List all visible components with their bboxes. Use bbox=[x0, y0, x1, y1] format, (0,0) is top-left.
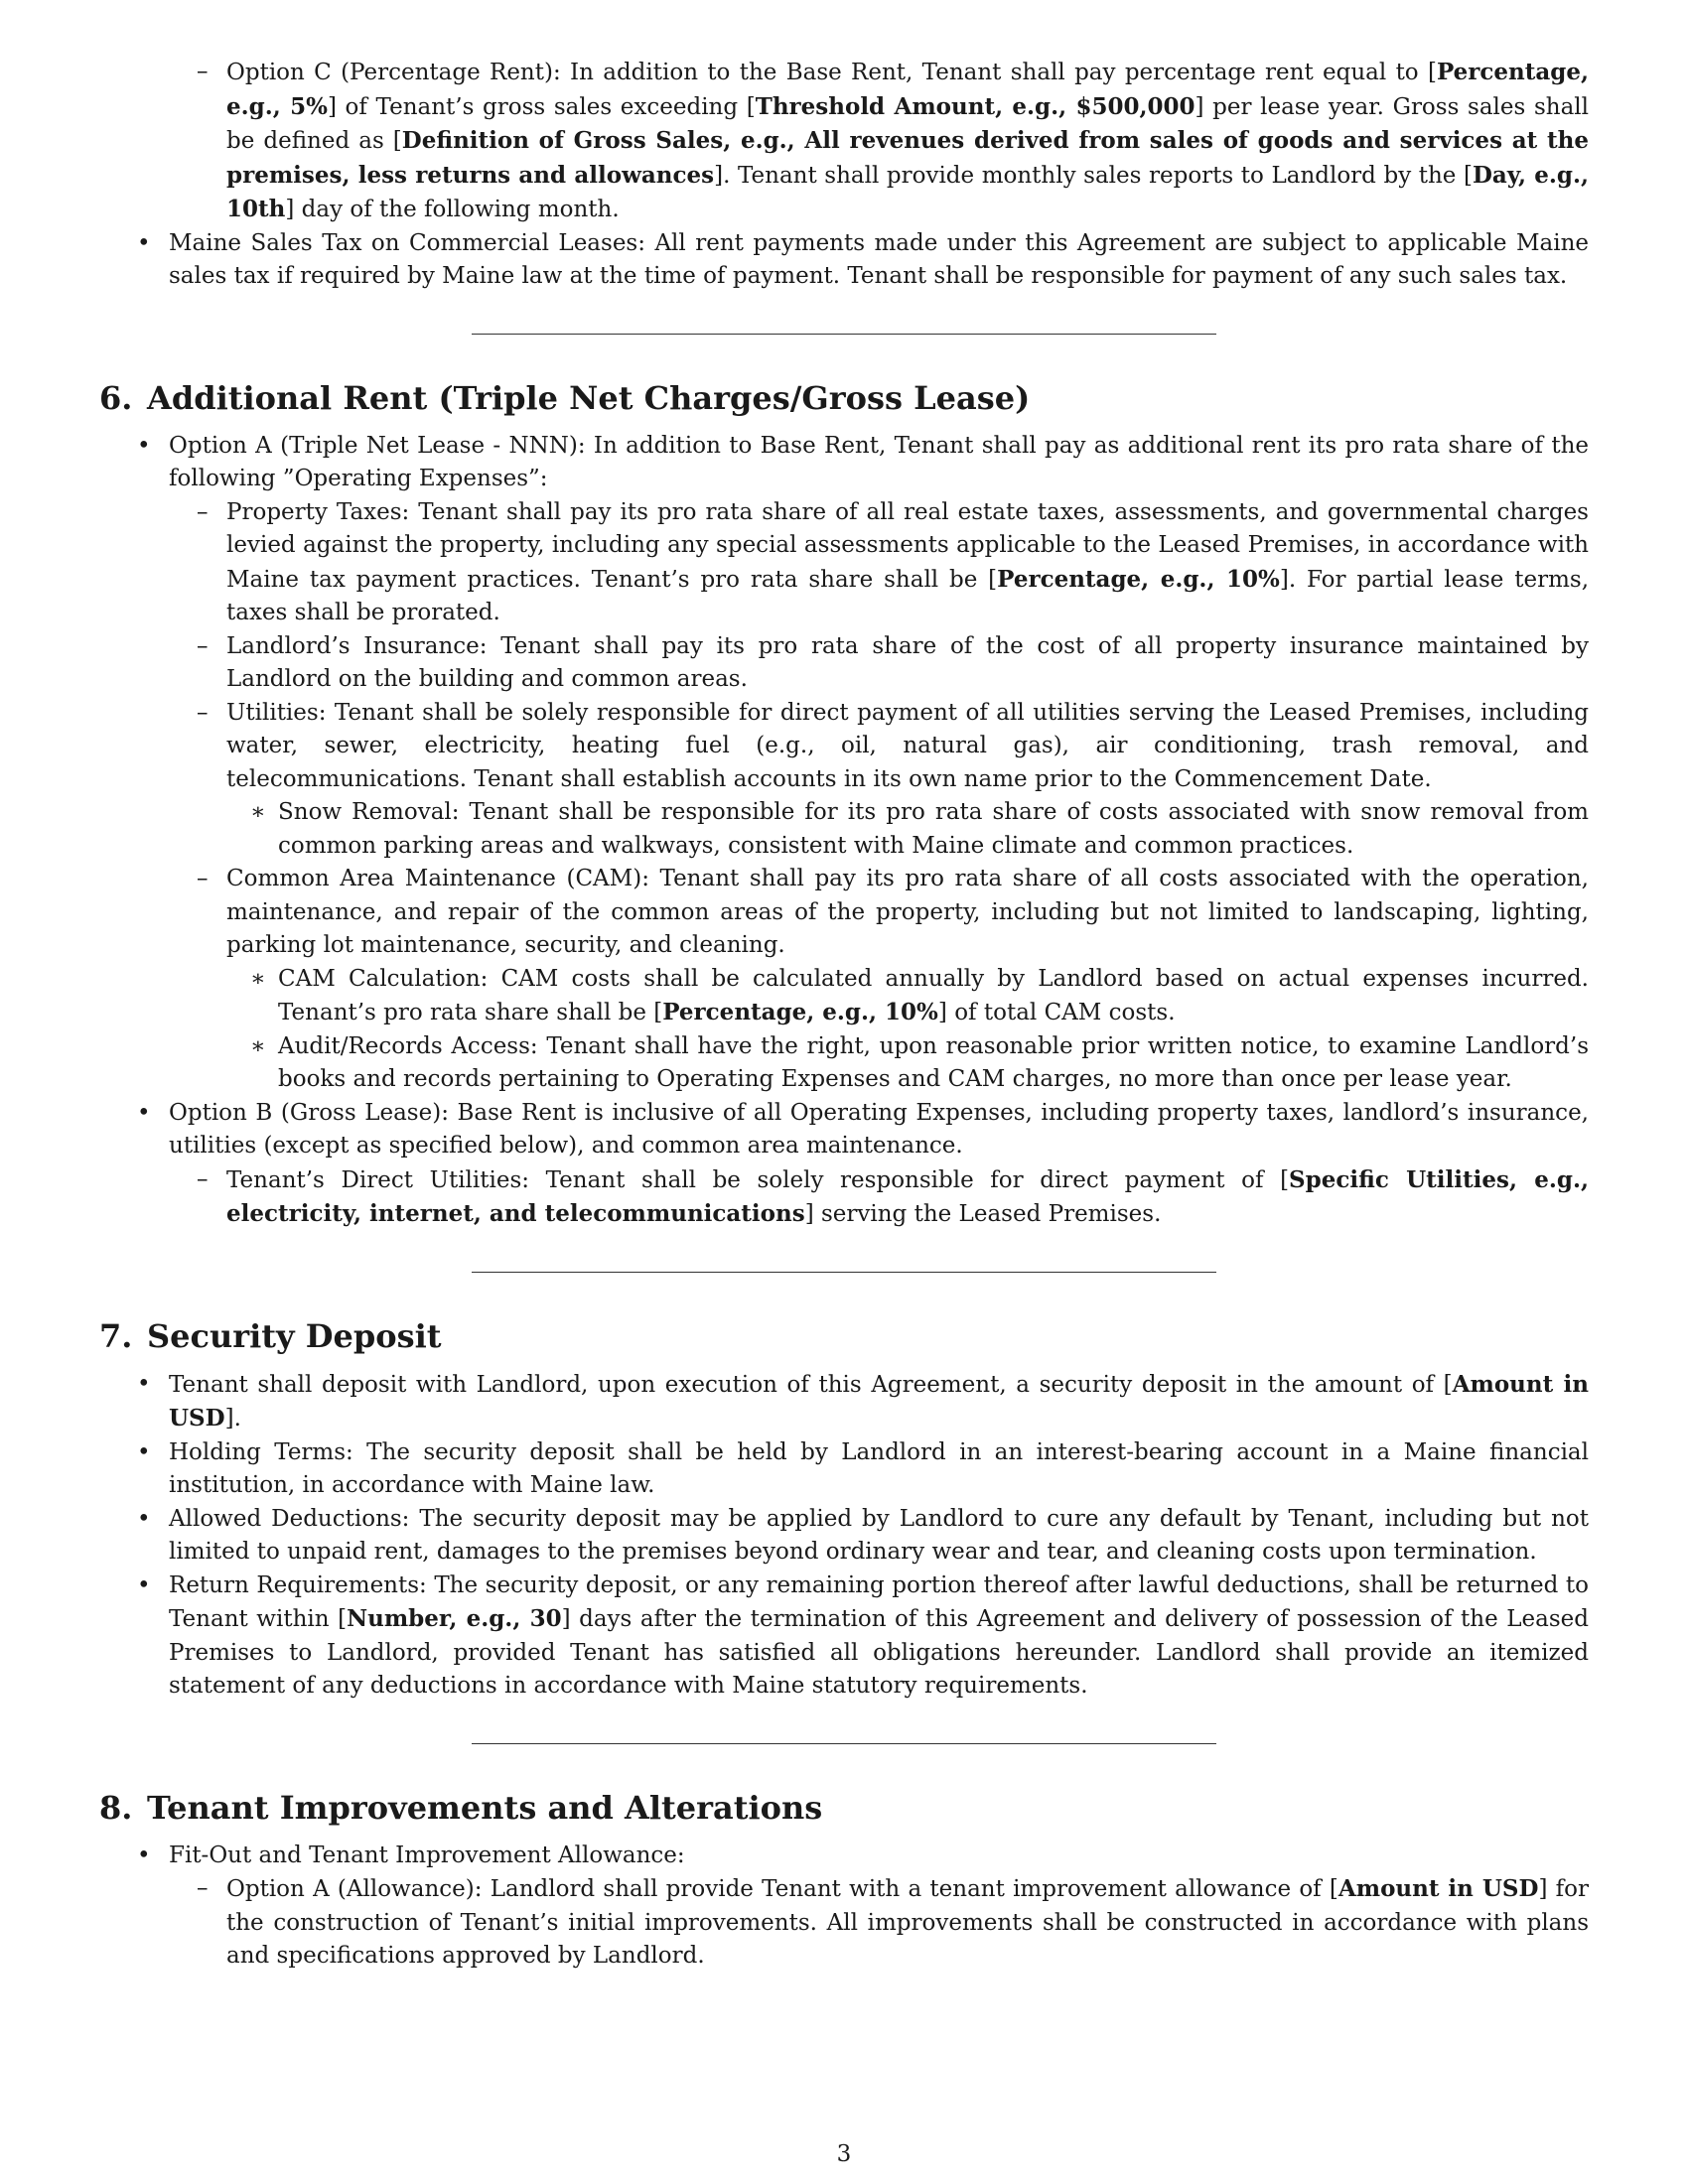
star-marker: ∗ bbox=[250, 799, 266, 825]
list-item-insurance: – Landlord’s Insurance: Tenant shall pay its pro rata share of the cost of all property insurance maintained by Landlord on the building and common areas. bbox=[99, 630, 1589, 697]
list-item-holding-terms: • Holding Terms: The security deposit shall be held by Landlord in an interest-bearing account in a Maine financial institution, in accordance with Maine law. bbox=[99, 1436, 1589, 1503]
list-item-sales-tax: • Maine Sales Tax on Commercial Leases: All rent payments made under this Agreement are subject to applicable Maine sales tax if required by Maine law at the time of payment. Tenant shall be responsible for payment of any such sales tax. bbox=[99, 227, 1589, 294]
list-item-direct-utilities: – Tenant’s Direct Utilities: Tenant shall be solely responsible for direct payment of [Specific Utilities, e.g., electricity, internet, and telecommunications] serving the Leased Premises. bbox=[99, 1163, 1589, 1232]
bullet-marker: • bbox=[137, 1370, 151, 1397]
bullet-marker: • bbox=[137, 1438, 151, 1465]
list-item-fit-out: • Fit-Out and Tenant Improvement Allowance: bbox=[99, 1840, 1589, 1873]
list-item-allowance-option-a: – Option A (Allowance): Landlord shall provide Tenant with a tenant improvement allowance of [Amount in USD] for the construction of Tenant’s initial improvements. All improvements shall be constructed in accordance with plans and specifications approved by Landlord. bbox=[99, 1872, 1589, 1974]
dash-marker: – bbox=[197, 59, 209, 84]
list-item-option-b-gross: • Option B (Gross Lease): Base Rent is inclusive of all Operating Expenses, including property taxes, landlord’s insurance, utilities (except as specified below), and common area maintenance. bbox=[99, 1097, 1589, 1163]
list-item-utilities: – Utilities: Tenant shall be solely responsible for direct payment of all utilities serving the Leased Premises, including water, sewer, electricity, heating fuel (e.g., oil, natural gas), air conditioning, trash removal, and telecommunications. Tenant shall establish accounts in its own name prior to the Commencement Date. bbox=[99, 697, 1589, 797]
dash-marker: – bbox=[197, 498, 209, 525]
section-heading-6: 6. Additional Rent (Triple Net Charges/Gross Lease) bbox=[99, 378, 1031, 417]
star-marker: ∗ bbox=[250, 1032, 266, 1059]
list-item-deposit-amount: • Tenant shall deposit with Landlord, upon execution of this Agreement, a security deposit in the amount of [Amount in USD]. bbox=[99, 1368, 1589, 1436]
list-item-option-a-nnn: • Option A (Triple Net Lease - NNN): In addition to Base Rent, Tenant shall pay as additional rent its pro rata share of the following ”Operating Expenses”: bbox=[99, 430, 1589, 496]
bullet-marker: • bbox=[137, 1571, 151, 1598]
list-item-return-requirements: • Return Requirements: The security deposit, or any remaining portion thereof after lawful deductions, shall be returned to Tenant within [Number, e.g., 30] days after the termination of this Agreement and delivery of possession of the Leased Premises to Landlord, provided Tenant has satisfied all obligations hereunder. Landlord shall provide an itemized statement of any deductions in accordance with Maine statutory requirements. bbox=[99, 1570, 1589, 1704]
list-item-audit-access: ∗ Audit/Records Access: Tenant shall have the right, upon reasonable prior written notice, to examine Landlord’s books and records pertaining to Operating Expenses and CAM charges, no more than once per lease year. bbox=[99, 1030, 1589, 1097]
dash-marker: – bbox=[197, 1165, 209, 1192]
list-item-option-c: – Option C (Percentage Rent): In addition to the Base Rent, Tenant shall pay percentage rent equal to [Percentage, e.g., 5%] of Tenant’s gross sales exceeding [Threshold Amount, e.g., $500,000] per lease year. Gross sales shall be defined as [Definition of Gross Sales, e.g., All revenues derived from sales of goods and services at the premises, less returns and allowances]. Tenant shall provide monthly sales reports to Landlord by the [Day, e.g., 10th] day of the following month. bbox=[99, 56, 1589, 227]
list-item-allowed-deductions: • Allowed Deductions: The security deposit may be applied by Landlord to cure any default by Tenant, including but not limited to unpaid rent, damages to the premises beyond ordinary wear and tear, and cleaning costs upon termination. bbox=[99, 1503, 1589, 1570]
dash-marker: – bbox=[197, 866, 209, 891]
bullet-marker: • bbox=[137, 1842, 151, 1868]
dash-marker: – bbox=[197, 1875, 209, 1901]
list-item-property-taxes: – Property Taxes: Tenant shall pay its pro rata share of all real estate taxes, assessments, and governmental charges levied against the property, including any special assessments applicable to the Leased Premises, in accordance with Maine tax payment practices. Tenant’s pro rata share shall be [Percentage, e.g., 10%]. For partial lease terms, taxes shall be prorated. bbox=[99, 496, 1589, 630]
bullet-marker: • bbox=[137, 229, 151, 256]
page-content bbox=[99, 56, 1589, 1974]
list-item-cam: – Common Area Maintenance (CAM): Tenant shall pay its pro rata share of all costs associated with the operation, maintenance, and repair of the common areas of the property, including but not limited to landscaping, lighting, parking lot maintenance, security, and cleaning. bbox=[99, 863, 1589, 963]
dash-marker: – bbox=[197, 699, 209, 726]
bullet-marker: • bbox=[137, 432, 151, 459]
list-item-cam-calculation: ∗ CAM Calculation: CAM costs shall be calculated annually by Landlord based on actual expenses incurred. Tenant’s pro rata share shall be [Percentage, e.g., 10%] of total CAM costs. bbox=[99, 963, 1589, 1030]
bullet-marker: • bbox=[137, 1099, 151, 1126]
star-marker: ∗ bbox=[250, 965, 266, 992]
section-heading-8: 8. Tenant Improvements and Alterations bbox=[99, 1788, 823, 1827]
dash-marker: – bbox=[197, 632, 209, 659]
list-item-snow-removal: ∗ Snow Removal: Tenant shall be responsible for its pro rata share of costs associated with snow removal from common parking areas and walkways, consistent with Maine climate and common practices. bbox=[99, 796, 1589, 863]
section-heading-7: 7. Security Deposit bbox=[99, 1316, 442, 1355]
bullet-marker: • bbox=[137, 1505, 151, 1532]
page-number: 3 bbox=[836, 2141, 852, 2167]
